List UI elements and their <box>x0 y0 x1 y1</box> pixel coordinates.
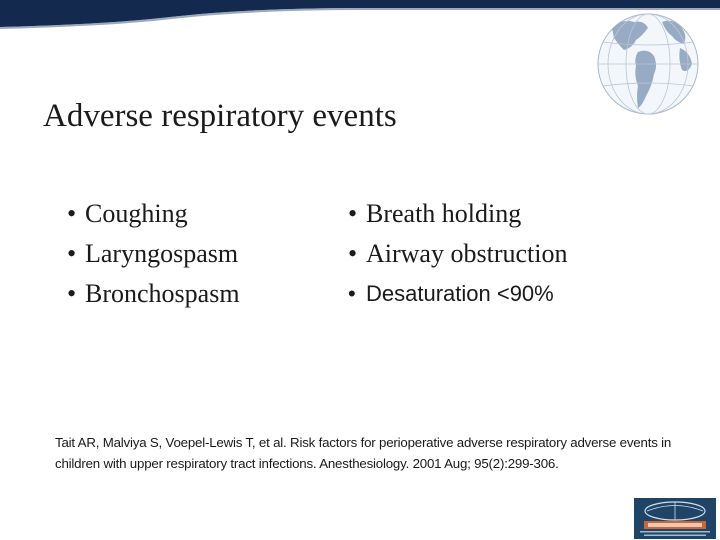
bullet-item <box>67 234 240 274</box>
bullet-item <box>67 194 240 234</box>
bullet-dot: • <box>348 199 358 228</box>
bullet-text: Desaturation <90% <box>366 281 554 306</box>
bullet-item <box>67 274 240 314</box>
bullet-text: Airway obstruction <box>366 239 568 268</box>
citation-text: Tait AR, Malviya S, Voepel-Lewis T, et al. Risk factors for perioperative adverse respiratory adverse events in children with upper respiratory tract infections. Anesthesiology. 2001 Aug; 95(2):299-306. <box>55 435 672 471</box>
bullet-dot: • <box>67 279 77 308</box>
bullet-item <box>348 234 567 274</box>
bullet-text: Laryngospasm <box>85 239 239 268</box>
bullet-dot: • <box>67 199 77 228</box>
society-logo-icon <box>634 498 716 539</box>
globe-icon <box>592 8 704 120</box>
bullet-dot: • <box>348 281 356 306</box>
left-bullet-list <box>67 194 240 314</box>
bullet-dot: • <box>348 239 358 268</box>
slide-title: Adverse respiratory events <box>43 98 397 134</box>
bullet-text: Coughing <box>85 199 188 228</box>
bullet-item <box>348 194 567 234</box>
bullet-text: Bronchospasm <box>85 279 240 308</box>
bullet-text: Breath holding <box>366 199 522 228</box>
bullet-dot: • <box>67 239 77 268</box>
bullet-item <box>348 274 567 314</box>
right-bullet-list <box>348 194 567 314</box>
